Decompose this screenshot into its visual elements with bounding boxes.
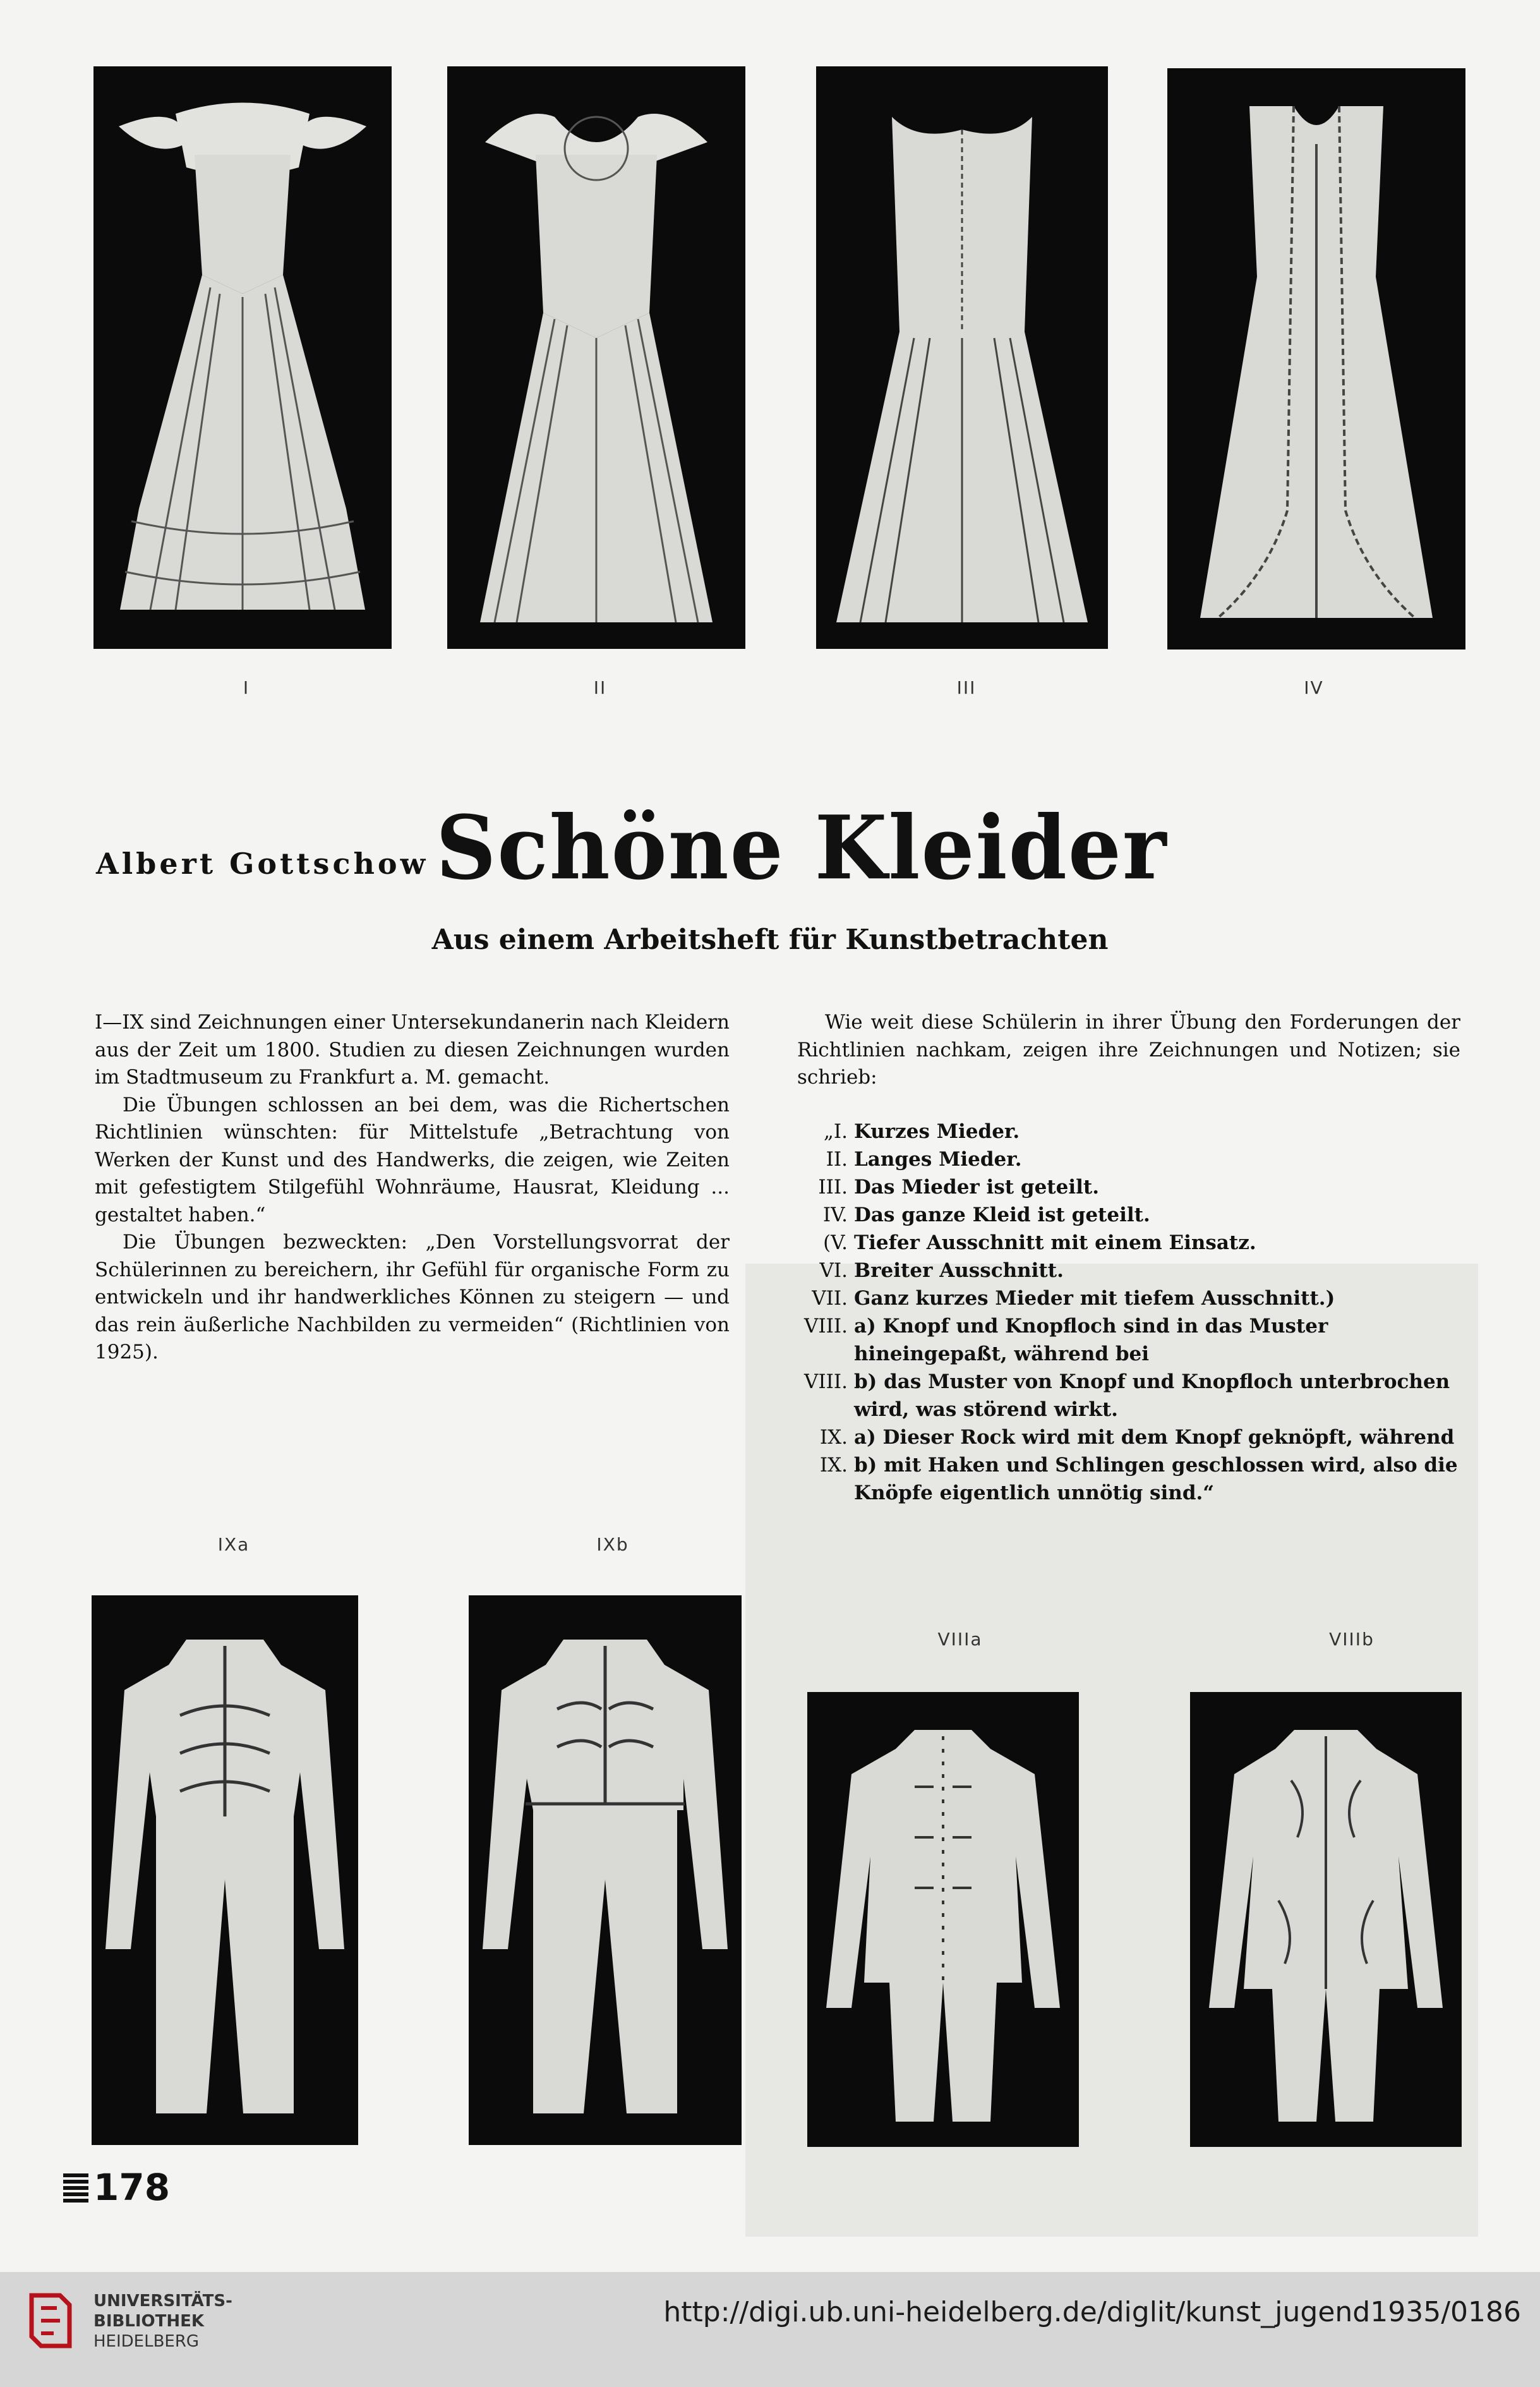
- caption-dress-2: II: [593, 677, 607, 698]
- article-subtitle: Aus einem Arbeitsheft für Kunstbetrachten: [431, 924, 1109, 956]
- article-title: Schöne Kleider: [436, 797, 1168, 900]
- library-name-line-3: HEIDELBERG: [93, 2332, 200, 2351]
- list-item-text: Kurzes Mieder.: [854, 1120, 1020, 1143]
- student-notes-list: [797, 1118, 1460, 1507]
- source-url-link[interactable]: http://digi.ub.uni-heidelberg.de/diglit/kunst_jugend1935/0186: [663, 2296, 1521, 2328]
- library-name-line-2: BIBLIOTHEK: [93, 2312, 205, 2331]
- list-item-text: Langes Mieder.: [854, 1148, 1022, 1171]
- dress-illustration-3: [816, 66, 1108, 649]
- paragraph-1: I—IX sind Zeichnungen einer Untersekundanerin nach Kleidern aus der Zeit um 1800. Studien zu diesen Zeichnungen wurden im Stadtmuseum zu Frankfurt a. M. gemacht.: [95, 1011, 730, 1089]
- author-name: Albert Gottschow: [96, 847, 429, 881]
- page-number-marker: [63, 2173, 88, 2205]
- library-name: [93, 2291, 232, 2352]
- caption-dress-1: I: [243, 677, 250, 698]
- list-item-text: a) Dieser Rock wird mit dem Knopf geknöpft, während: [854, 1426, 1455, 1449]
- list-item-number: IX.: [819, 1454, 848, 1477]
- list-item-text: b) mit Haken und Schlingen geschlossen wird, also die Knöpfe eigentlich unnötig sind.“: [854, 1454, 1458, 1504]
- dress-illustration-2: [447, 66, 745, 649]
- library-name-line-1: UNIVERSITÄTS-: [93, 2292, 232, 2311]
- list-item-text: Ganz kurzes Mieder mit tiefem Ausschnitt.): [854, 1287, 1335, 1310]
- list-item: [797, 1173, 1460, 1201]
- caption-dress-3: III: [956, 677, 977, 698]
- list-item-number: IX.: [819, 1426, 848, 1449]
- list-item-number: VII.: [812, 1287, 848, 1310]
- list-item: [797, 1229, 1460, 1257]
- suit-illustration-9a: [92, 1595, 358, 2145]
- suit-illustration-8b: [1190, 1692, 1462, 2147]
- list-item-number: IV.: [822, 1204, 848, 1226]
- paragraph-intro: Wie weit diese Schülerin in ihrer Übung den Forderungen der Richtlinien nachkam, zeigen ihre Zeichnungen und Notizen; sie schrieb:: [797, 1011, 1460, 1089]
- caption-suit-9a: IXa: [217, 1534, 250, 1555]
- university-library-logo-icon: [25, 2286, 76, 2355]
- list-item-text: Das Mieder ist geteilt.: [854, 1176, 1099, 1199]
- paragraph-2: Die Übungen schlossen an bei dem, was die Richertschen Richtlinien wünschten: für Mittelstufe „Betrachtung von Werken der Kunst und des Handwerks, die zeigen, wie Zeiten mit gefestigtem Stilgefühl Wohnräume, Hausrat, Kleidung ... gestaltet haben.“: [95, 1093, 730, 1226]
- list-item: [797, 1118, 1460, 1145]
- list-item: [797, 1368, 1460, 1423]
- list-item-text: Das ganze Kleid ist geteilt.: [854, 1204, 1150, 1226]
- suit-illustration-9b: [469, 1595, 742, 2145]
- right-column-intro: [797, 1009, 1460, 1092]
- caption-suit-8a: VIIIa: [937, 1629, 983, 1650]
- list-item: [797, 1284, 1460, 1312]
- list-item-number: (V.: [823, 1231, 848, 1254]
- list-item: [797, 1257, 1460, 1284]
- dress-illustration-1: [93, 66, 392, 649]
- list-item: [797, 1312, 1460, 1368]
- list-item: [797, 1423, 1460, 1451]
- caption-suit-8b: VIIIb: [1329, 1629, 1375, 1650]
- left-column: [95, 1009, 730, 1367]
- list-item: [797, 1201, 1460, 1229]
- library-footer: [0, 2272, 1540, 2387]
- paragraph-3: Die Übungen bezweckten: „Den Vorstellungsvorrat der Schülerinnen zu bereichern, ihr Gefühl für organische Form zu entwickeln und ihr handwerkliches Können zu steigern — und das rein äußerliche Nachbilden zu vermeiden“ (Richtlinien von 1925).: [95, 1231, 730, 1363]
- list-item-text: Breiter Ausschnitt.: [854, 1259, 1064, 1282]
- list-item-text: Tiefer Ausschnitt mit einem Einsatz.: [854, 1231, 1256, 1254]
- list-item: [797, 1145, 1460, 1173]
- caption-dress-4: IV: [1304, 677, 1324, 698]
- list-item-number: II.: [826, 1148, 848, 1171]
- list-item-text: b) das Muster von Knopf und Knopfloch unterbrochen wird, was störend wirkt.: [854, 1370, 1450, 1421]
- list-item-number: VIII.: [804, 1315, 848, 1338]
- list-item-number: III.: [818, 1176, 848, 1199]
- page-number: 178: [93, 2166, 171, 2209]
- list-item: [797, 1451, 1460, 1507]
- list-item-text: a) Knopf und Knopfloch sind in das Muster hineingepaßt, während bei: [854, 1315, 1328, 1365]
- list-item-number: VIII.: [804, 1370, 848, 1393]
- caption-suit-9b: IXb: [596, 1534, 629, 1555]
- list-item-number: „I.: [823, 1120, 848, 1143]
- suit-illustration-8a: [807, 1692, 1079, 2147]
- list-item-number: VI.: [819, 1259, 848, 1282]
- dress-illustration-4: [1167, 68, 1465, 650]
